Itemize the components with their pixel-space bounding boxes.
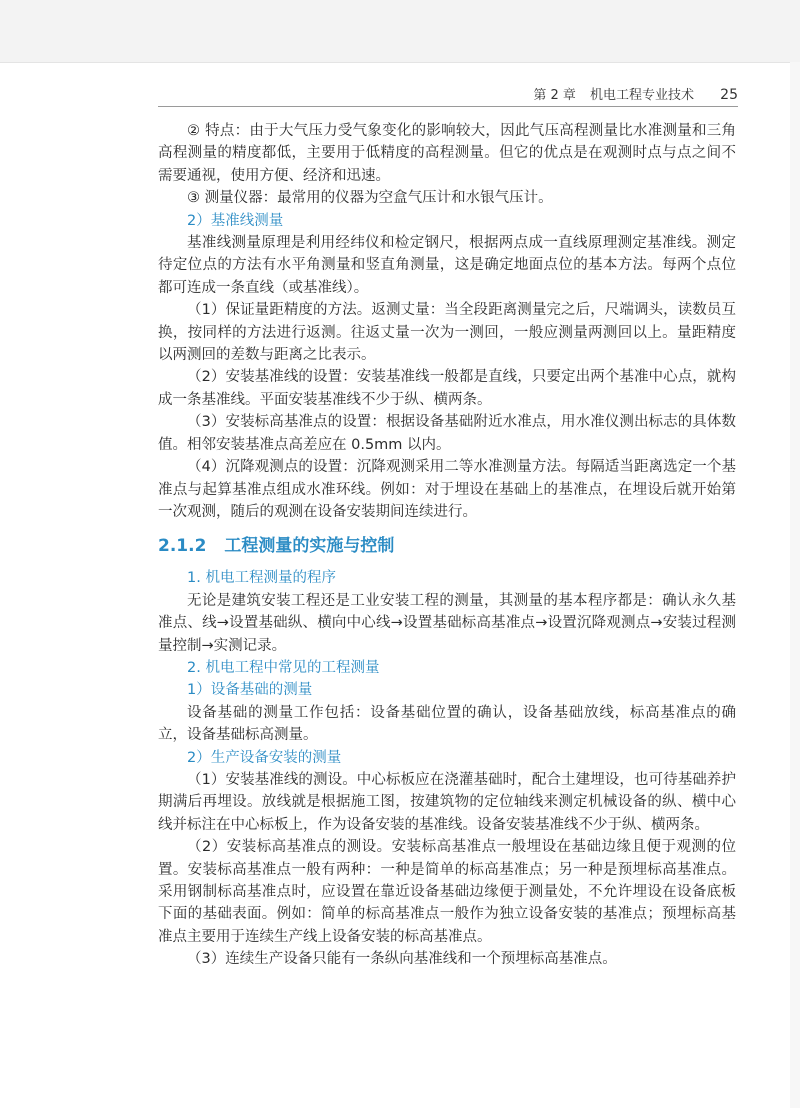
paragraph: （1）保证量距精度的方法。返测丈量：当全段距离测量完之后，尺端调头，读数员互换，按同样的方法进行返测。往返丈量一次为一测回，一般应测量两测回以上。量距精度以两测回的差数与距离之比表示。 bbox=[158, 302, 736, 364]
paragraph: （3）连续生产设备只能有一条纵向基准线和一个预埋标高基准点。 bbox=[187, 951, 617, 968]
paragraph: （4）沉降观测点的设置：沉降观测采用二等水准测量方法。每隔适当距离选定一个基准点与起算基准点组成水准环线。例如：对于埋设在基础上的基准点，在埋设后就开始第一次观测，随后的观测在设备安装期间连续进行。 bbox=[158, 459, 736, 520]
section-title: 工程测量的实施与控制 bbox=[224, 536, 395, 557]
subheading: 1）设备基础的测量 bbox=[187, 682, 313, 699]
subheading: 2）生产设备安装的测量 bbox=[187, 749, 342, 766]
header-title: 机电工程专业技术 bbox=[590, 88, 695, 103]
subheading: 1. 机电工程测量的程序 bbox=[187, 570, 336, 587]
paragraph: （2）安装标高基准点的测设。安装标高基准点一般埋设在基础边缘且便于观测的位置。安装标高基准点一般有两种：一种是简单的标高基准点；另一种是预埋标高基准点。采用钢制标高基准点时，应设置在靠近设备基础边缘便于测量处，不允许埋设在设备底板下面的基础表面。例如：简单的标高基准点一般作为独立设备安装的基准点；预埋标高基准点主要用于连续生产线上设备安装的标高基准点。 bbox=[158, 839, 736, 945]
paragraph: 无论是建筑安装工程还是工业安装工程的测量，其测量的基本程序都是：确认永久基准点、线→设置基础纵、横向中心线→设置基础标高基准点→设置沉降观测点→安装过程测量控制→实测记录。 bbox=[158, 592, 736, 654]
paragraph: （3）安装标高基准点的设置：根据设备基础附近水准点，用水准仪测出标志的具体数值。相邻安装基准点高差应在 0.5mm 以内。 bbox=[158, 414, 736, 453]
paragraph: ② 特点：由于大气压力受气象变化的影响较大，因此气压高程测量比水准测量和三角高程测量的精度都低，主要用于低精度的高程测量。但它的优点是在观测时点与点之间不需要通视，使用方便、经济和迅速。 bbox=[158, 123, 736, 184]
paragraph: 基准线测量原理是利用经纬仪和检定钢尺，根据两点成一直线原理测定基准线。测定待定位点的方法有水平角测量和竖直角测量，这是确定地面点位的基本方法。每两个点位都可连成一条直线（或基准线）。 bbox=[158, 235, 736, 296]
page-number: 25 bbox=[720, 87, 738, 103]
body-text bbox=[158, 120, 736, 971]
paragraph: （2）安装基准线的设置：安装基准线一般都是直线，只要定出两个基准中心点，就构成一条基准线。平面安装基准线不少于纵、横两条。 bbox=[158, 369, 736, 408]
paragraph: 设备基础的测量工作包括：设备基础位置的确认，设备基础放线，标高基准点的确立，设备基础标高测量。 bbox=[158, 704, 736, 744]
running-header bbox=[158, 84, 738, 107]
paragraph: （1）安装基准线的测设。中心标板应在浇灌基础时，配合土建埋设，也可待基础养护期满后再埋设。放线就是根据施工图，按建筑物的定位轴线来测定机械设备的纵、横中心线并标注在中心标板上，作为设备安装的基准线。设备安装基准线不少于纵、横两条。 bbox=[158, 771, 736, 833]
top-margin-band bbox=[0, 0, 800, 63]
paragraph: ③ 测量仪器：最常用的仪器为空盒气压计和水银气压计。 bbox=[187, 190, 553, 207]
subheading: 2. 机电工程中常见的工程测量 bbox=[187, 659, 380, 676]
subheading: 2）基准线测量 bbox=[187, 212, 284, 229]
page-edge bbox=[790, 62, 800, 1108]
header-chapter: 第 2 章 bbox=[533, 88, 576, 103]
section-number: 2.1.2 bbox=[158, 536, 207, 557]
section-heading bbox=[158, 533, 736, 559]
